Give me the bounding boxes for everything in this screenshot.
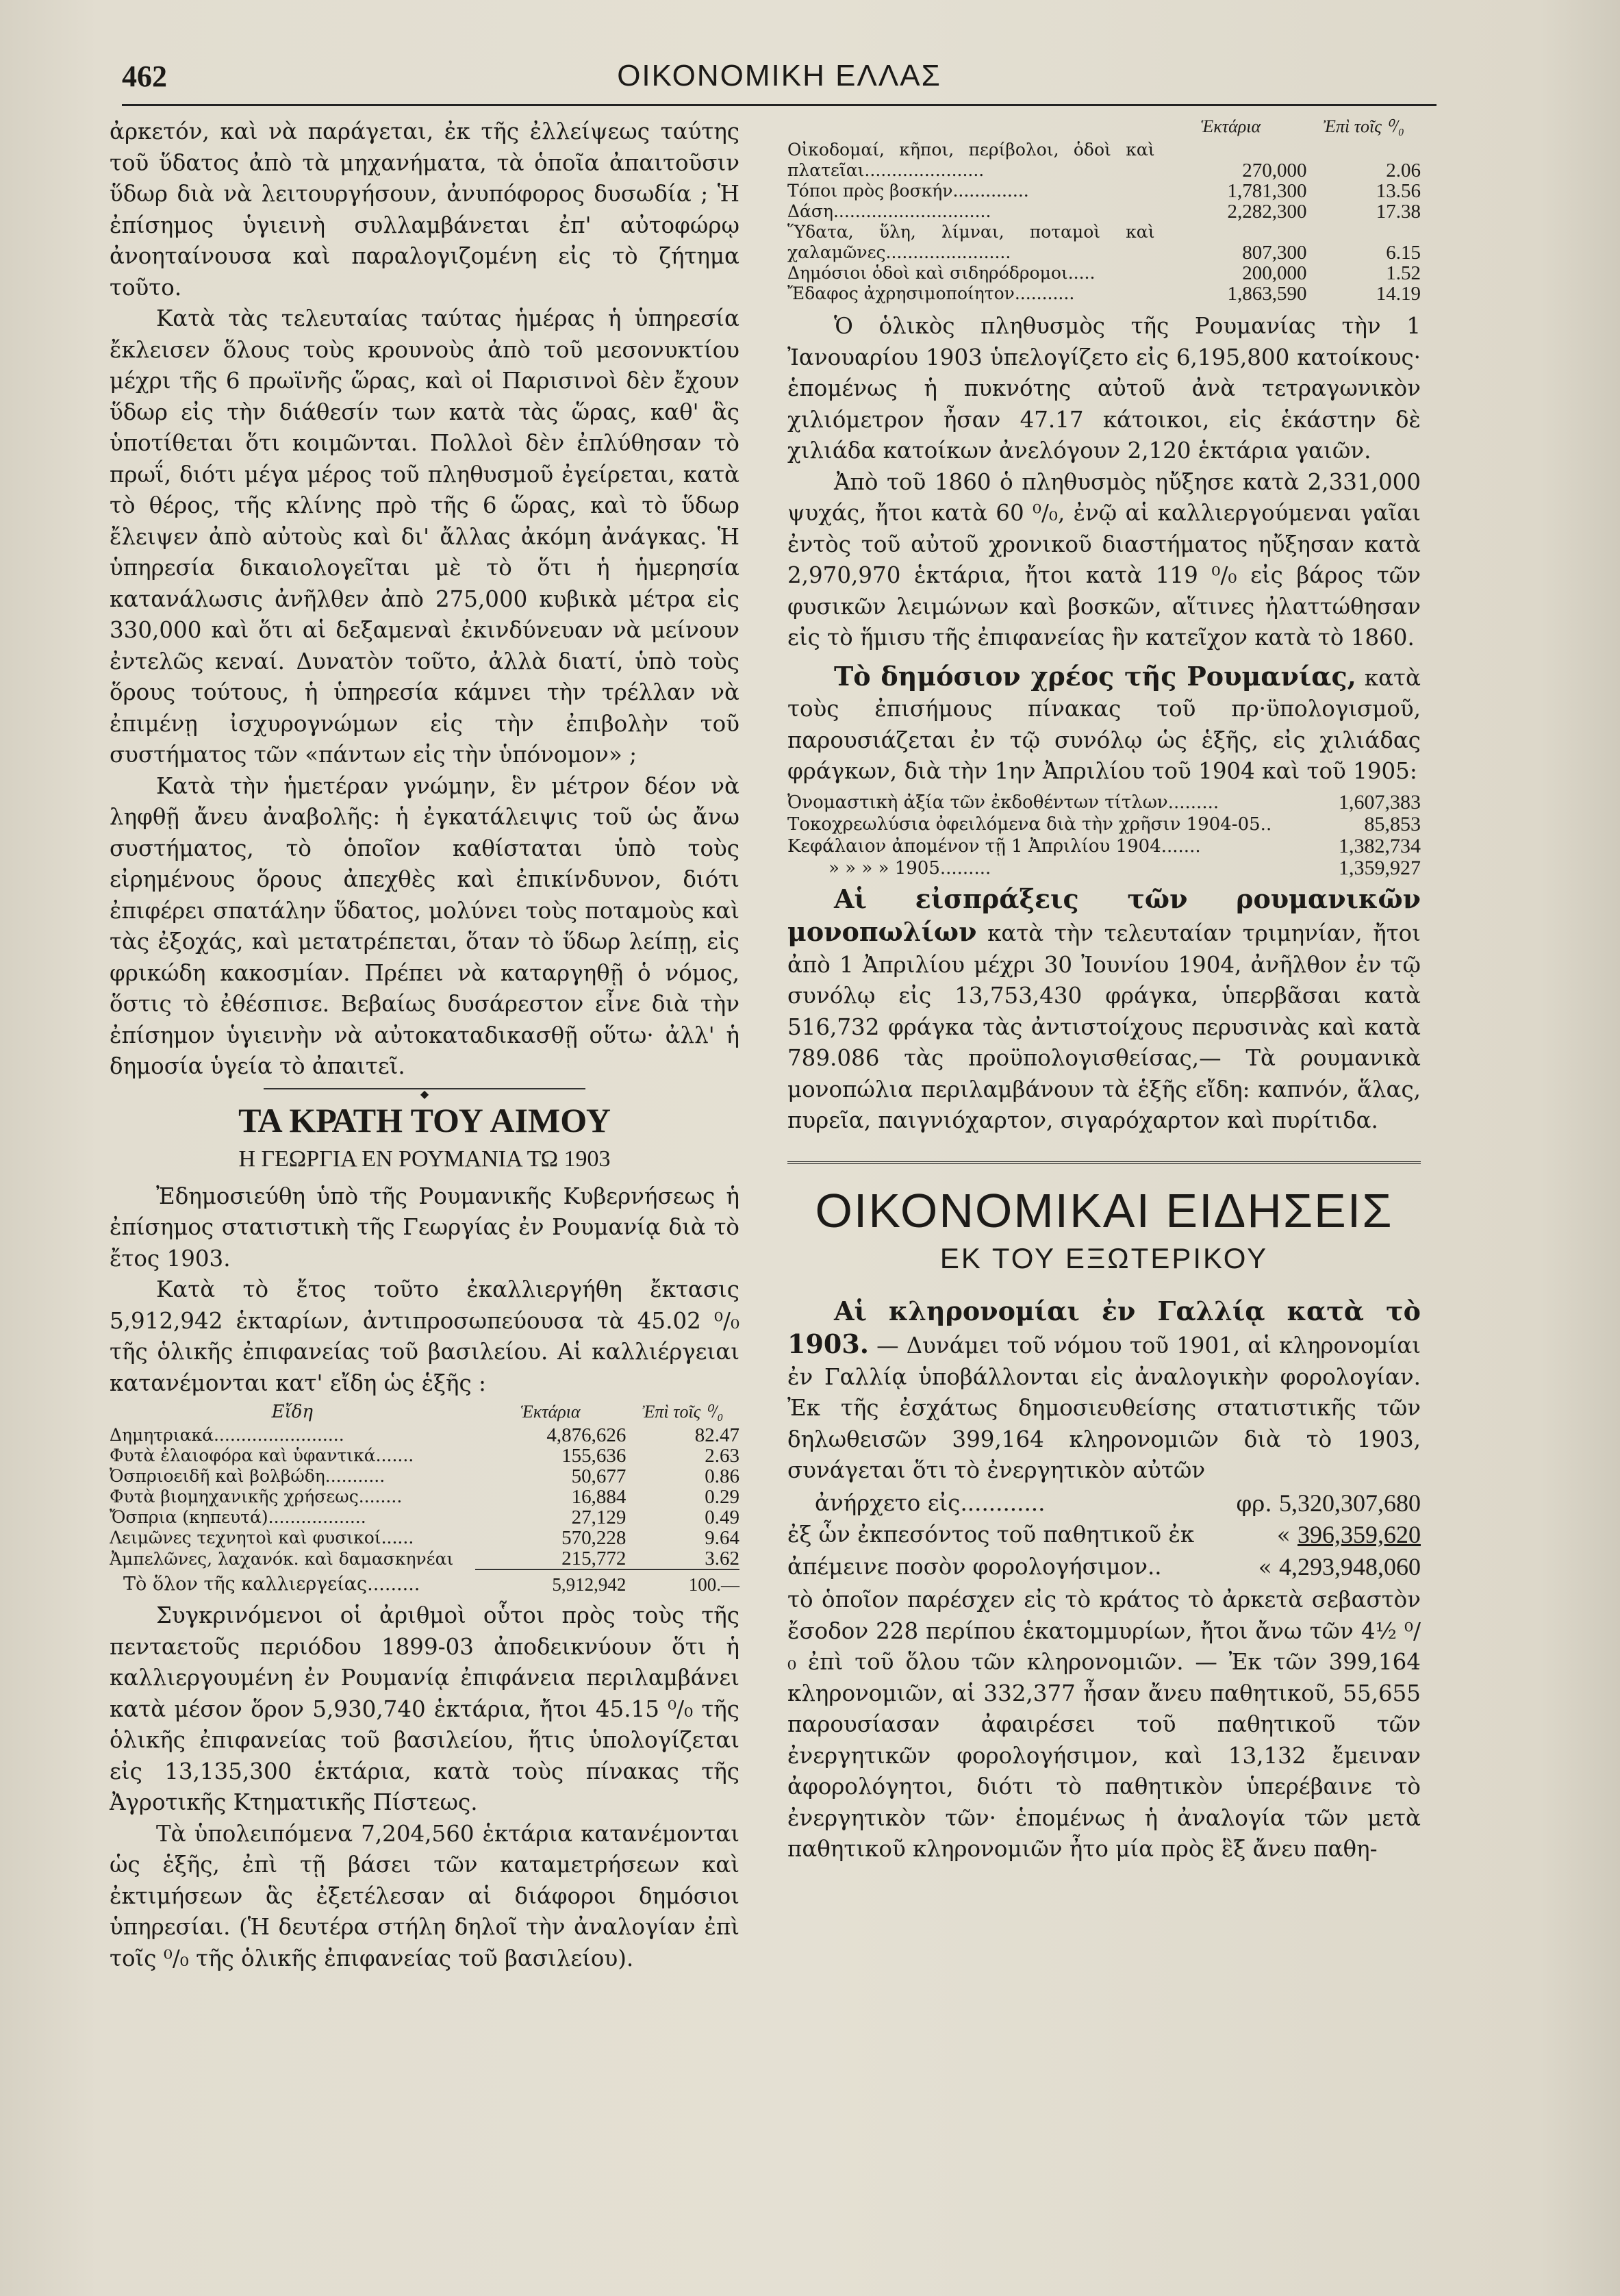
paragraph: Κατὰ τὴν ἡμετέραν γνώμην, ἓν μέτρον δέον νὰ ληφθῇ ἄνευ ἀναβολῆς: ἡ ἐγκατάλειψις τοῦ ὡς ἄνω συστήματος, τὸ ὁποῖον καθίσταται ὑπὸ τοὺς εἰρημένους ὅρους ἀπεχθὲς καὶ ἐπικίνδυνον, διότι ἐπιφέρει σπατάλην ὕδατος, μολύνει τοὺς ποταμοὺς καὶ τὰς ἐξοχάς, καὶ μετατρέπεται, ὅταν τὸ ὕδωρ λείπῃ, εἰς φρικώδη κακοσμίαν. Πρέπει νὰ καταργηθῇ ὁ νόμος, ὅστις τὸ ἐθέσπισε. Βεβαίως δυσάρεστον εἶνε διὰ τὴν ἐπίσημον ὑγιεινὴν νὰ αὐτοκαταδικασθῇ οὕτω· ἀλλ' ἡ δημοσία ὑγεία τὸ ἀπαιτεῖ.: [110, 772, 739, 1079]
row-hectares: 2,282,300: [1227, 201, 1307, 223]
page-header: [122, 59, 1437, 100]
row-label: » » » » 1905.........: [828, 857, 991, 879]
amount-currency: «: [1258, 1554, 1272, 1580]
paragraph: [787, 883, 1421, 1137]
news-section-title: ΟΙΚΟΝΟΜΙΚΑΙ ΕΙΔΗΣΕΙΣ: [815, 1183, 1393, 1237]
row-hectares: 1,863,590: [1227, 283, 1307, 305]
row-hectares: 4,876,626: [546, 1424, 627, 1446]
total-label: Τὸ ὅλον τῆς καλλιεργείας.........: [123, 1574, 420, 1595]
row-label: Τόποι πρὸς βοσκήν..............: [787, 181, 1029, 201]
table-row: [110, 1425, 739, 1446]
amounts-list: [787, 1488, 1421, 1584]
row-label: Δημόσιοι ὁδοὶ καὶ σιδηρόδρομοι.....: [787, 263, 1096, 283]
row-percent: 0.49: [705, 1506, 739, 1528]
column-header-blank: [787, 116, 1155, 140]
inheritance-heading: Αἱ κληρονομίαι ἐν Γαλλίᾳ κατὰ τὸ 1903.: [787, 1295, 1421, 1359]
table-row: [110, 1446, 739, 1466]
table-row: [110, 1466, 739, 1487]
table-row: [110, 1487, 739, 1507]
row-hectares: 215,772: [561, 1548, 627, 1569]
row-hectares: 570,228: [561, 1527, 627, 1549]
table-row: [110, 1507, 739, 1528]
monopolies-text: κατὰ τὴν τελευταίαν τριμηνίαν, ἤτοι ἀπὸ 1 Ἀπριλίου μέχρι 30 Ἰουνίου 1904, ἀνῆλθον ἐν τῷ συνόλῳ εἰς 13,753,430 φράγκα, ὑπερβᾶσαι κατὰ 516,732 φράγκα τὰς ἀντιστοίχους περυσινὰς καὶ κατὰ 789.086 τὰς προϋπολογισθείσας,— Τὰ ρουμανικὰ μονοπώλια περιλαμβάνουν τὰ ἑξῆς εἴδη: καπνόν, ἅλας, πυρεῖα, παιγνιόχαρτον, σιγαρόχαρτον καὶ πυρίτιδα.: [787, 920, 1421, 1133]
paragraph: Ἀπὸ τοῦ 1860 ὁ πληθυσμὸς ηὔξησε κατὰ 2,331,000 ψυχάς, ἤτοι κατὰ 60 ⁰/₀, ἐνῷ αἱ καλλιεργούμεναι γαῖαι ἐντὸς τοῦ αὐτοῦ χρονικοῦ διαστήματος ηὔξησαν κατὰ 2,970,970 ἑκτάρια, ἤτοι κατὰ 119 ⁰/₀ εἰς βάρος τῶν φυσικῶν λειμώνων καὶ βοσκῶν, αἵτινες ἠλαττώθησαν εἰς τὸ ἥμισυ τῆς ἐπιφανείας ἣν κατεῖχον κατὰ τὸ 1860.: [787, 468, 1421, 651]
table-row: [787, 857, 1421, 879]
row-label: Ὀνομαστικὴ ἀξία τῶν ἐκδοθέντων τίτλων.........: [787, 792, 1219, 813]
monopolies-heading: Αἱ εἰσπράξεις τῶν ρουμανικῶν μονοπωλίων: [787, 883, 1421, 947]
row-value: 85,853: [1364, 812, 1421, 835]
row-hectares: 807,300: [1242, 242, 1307, 264]
row-percent: 9.64: [705, 1527, 739, 1549]
table-row: [787, 263, 1421, 283]
row-percent: 1.52: [1386, 262, 1421, 284]
column-header: Ἑκτάρια: [1200, 116, 1261, 136]
amount-currency: «: [1276, 1522, 1291, 1548]
row-percent: 14.19: [1376, 283, 1421, 305]
column-header: Ἐπὶ τοῖς ⁰/₀: [1323, 116, 1404, 136]
row-label: Δάση.............................: [787, 201, 991, 221]
paragraph: [787, 661, 1421, 787]
page-number: 462: [122, 60, 167, 93]
table-row: [787, 222, 1421, 263]
row-percent: 13.56: [1376, 180, 1421, 202]
row-hectares: 27,129: [571, 1506, 627, 1528]
amount-label: ἐξ ὧν ἐκπεσόντος τοῦ παθητικοῦ ἐκ: [787, 1522, 1195, 1548]
paragraph: Τὰ ὑπολειπόμενα 7,204,560 ἑκτάρια κατανέμονται ὡς ἑξῆς, ἐπὶ τῇ βάσει τῶν καταμετρήσεων καὶ ἐκτιμήσεων ἃς ἐξετέλεσαν αἱ διάφοροι δημόσιοι ὑπηρεσίαι. (Ἡ δευτέρα στήλη δηλοῖ τὴν ἀναλογίαν ἐπὶ τοῖς ⁰/₀ τῆς ὁλικῆς ἐπιφανείας τοῦ βασιλείου).: [110, 1820, 739, 1971]
row-value: 1,607,383: [1339, 790, 1421, 813]
amount-currency: φρ.: [1236, 1490, 1272, 1517]
row-label: Δημητριακά........................: [110, 1425, 344, 1445]
table-row: [787, 181, 1421, 201]
paragraph: Ὁ ὁλικὸς πληθυσμὸς τῆς Ρουμανίας τὴν 1 Ἰανουαρίου 1903 ὑπελογίζετο εἰς 6,195,800 κατοίκους· ἑπομένως ἡ πυκνότης αὐτοῦ ἀνὰ τετραγωνικὸν χιλιόμετρον ἦσαν 47.17 κάτοικοι, εἰς ἑκάστην δὲ χιλιάδα κατοίκων ἀνελόγουν 2,120 ἑκτάρια γαιῶν.: [787, 313, 1421, 464]
amount-label: ἀνήρχετο εἰς............: [815, 1489, 1046, 1516]
paragraph: [787, 1296, 1421, 1487]
paragraph: Συγκρινόμενοι οἱ ἀριθμοὶ οὗτοι πρὸς τοὺς τῆς πενταετοῦς περιόδου 1899-03 ἀποδεικνύουν ὅτι ἡ καλλιεργουμένη ἐν Ρουμανίᾳ ἐπιφάνεια περιλαμβάνει κατὰ μέσον ὅρον 5,930,740 ἑκτάρια, ἤτοι 45.15 ⁰/₀ τῆς ὁλικῆς ἐπιφανείας τοῦ βασιλείου, ἥτις ὑπολογίζεται εἰς 13,135,300 ἑκτάρια, κατὰ τοὺς πίνακας τῆς Ἀγροτικῆς Κτηματικῆς Πίστεως.: [110, 1602, 739, 1815]
row-value: 1,359,927: [1339, 856, 1421, 879]
row-percent: 3.62: [705, 1548, 739, 1569]
row-percent: 0.29: [705, 1486, 739, 1508]
row-hectares: 16,884: [571, 1486, 627, 1508]
paragraph: Κατὰ τὸ ἔτος τοῦτο ἐκαλλιεργήθη ἔκτασις 5,912,942 ἑκταρίων, ἀντιπροσωπεύουσα τὰ 45.02 ⁰/₀ τῆς ὁλικῆς ἐπιφανείας τοῦ βασιλείου. Αἱ καλλιέργειαι κατανέμονται κατ' εἴδη ὡς ἑξῆς :: [110, 1276, 739, 1396]
row-label: Κεφάλαιον ἀπομένον τῇ 1 Ἀπριλίου 1904.......: [787, 835, 1201, 857]
paragraph: ἀρκετόν, καὶ νὰ παράγεται, ἐκ τῆς ἐλλείψεως ταύτης τοῦ ὕδατος ἀπὸ τὰ μηχανήματα, τὰ ὁποῖα ἀπαιτοῦσιν ὕδωρ διὰ νὰ λειτουργήσουν, ἀνυπόφορος δυσωδία ; Ἡ ἐπίσημος ὑγιεινὴ συλλαμβάνεται ἐπ' αὐτοφώρῳ ἀνοηταίνουσα καὶ παραλογιζομένη εἰς τὸ ζήτημα τοῦτο.: [110, 118, 739, 301]
amount-row: [787, 1519, 1421, 1552]
row-label: Ὕδατα, ὕλη, λίμναι, ποταμοὶ καὶ χαλαμῶνες.......................: [787, 222, 1155, 262]
row-label: Φυτὰ βιομηχανικῆς χρήσεως........: [110, 1487, 403, 1506]
amount-value: 4,293,948,060: [1279, 1552, 1421, 1580]
table-total-row: [110, 1569, 739, 1595]
table-row: [787, 835, 1421, 857]
table-row: [787, 201, 1421, 222]
left-column: [110, 116, 739, 1974]
section-rule: [787, 1161, 1421, 1170]
amount-row: [787, 1552, 1421, 1584]
table-header-row: [110, 1402, 739, 1425]
row-label: Οἰκοδομαί, κῆποι, περίβολοι, ὁδοὶ καὶ πλατεῖαι......................: [787, 140, 1155, 180]
column-header: Εἴδη: [271, 1402, 313, 1422]
row-percent: 2.63: [705, 1445, 739, 1467]
row-label: Ὄσπρια (κηπευτά)..................: [110, 1507, 366, 1527]
table-row: [110, 1528, 739, 1548]
row-hectares: 50,677: [571, 1465, 627, 1487]
paragraph: τὸ ὁποῖον παρέσχεν εἰς τὸ κράτος τὸ ἀρκετὰ σεβαστὸν ἔσοδον 228 περίπου ἑκατομμυρίων, ἤτοι ἄνω τῶν 4½ ⁰/₀ ἐπὶ τοῦ ὅλου τῶν κληρονομιῶν. — Ἐκ τῶν 399,164 κληρονομιῶν, αἱ 332,377 ἦσαν ἄνευ παθητικοῦ, 55,655 παρουσίασαν ἀφαιρέσει τοῦ παθητικοῦ τῶν ἐνεργητικῶν φορολογήσιμον, καὶ 13,132 ἔμειναν ἀφορολόγητοι, διότι τὸ παθητικὸν ὑπερέβαινε τὸ ἐνεργητικὸν τῶν· ἑπομένως ἡ ἀναλογία τῶν μετὰ παθητικοῦ κληρονομιῶν ἦτο μία πρὸς ἓξ ἄνευ παθη-: [787, 1587, 1421, 1862]
row-label: Ὀσπριοειδῆ καὶ βολβώδη...........: [110, 1466, 385, 1486]
row-hectares: 200,000: [1242, 262, 1307, 284]
row-value: 1,382,734: [1339, 834, 1421, 857]
right-column: [787, 116, 1421, 1865]
row-hectares: 155,636: [561, 1445, 627, 1467]
section-subtitle: Η ΓΕΩΡΓΙΑ ΕΝ ΡΟΥΜΑΝΙΑ ΤΩ 1903: [238, 1146, 611, 1172]
debt-heading: Τὸ δημόσιον χρέος τῆς Ρουμανίας,: [834, 660, 1356, 692]
debt-text: κατὰ τοὺς ἐπισήμους πίνακας τοῦ πρ·ϋπολογισμοῦ, παρουσιάζεται ἐν τῷ συνόλῳ ὡς ἑξῆς, εἰς χιλιάδας φράγκων, διὰ τὴν 1ην Ἀπριλίου τοῦ 1904 καὶ τοῦ 1905:: [787, 664, 1421, 784]
total-percent: 100.—: [626, 1569, 739, 1595]
total-hectares: 5,912,942: [475, 1569, 627, 1595]
row-percent: 2.06: [1386, 160, 1421, 181]
row-label: Τοκοχρεωλύσια ὀφειλόμενα διὰ τὴν χρῆσιν 1904-05..: [787, 813, 1272, 835]
row-label: Λειμῶνες τεχνητοὶ καὶ φυσικοί......: [110, 1528, 414, 1548]
table-header-row: [787, 116, 1421, 140]
row-percent: 6.15: [1386, 242, 1421, 264]
table-row: [787, 792, 1421, 813]
amount-row: [787, 1488, 1421, 1520]
table-row: [787, 283, 1421, 304]
crops-table: [110, 1402, 739, 1595]
news-section-subtitle: ΕΚ ΤΟΥ ΕΞΩΤΕΡΙΚΟΥ: [939, 1241, 1269, 1274]
inheritance-text: — Δυνάμει τοῦ νόμου τοῦ 1901, αἱ κληρονομίαι ἐν Γαλλίᾳ ὑποβάλλονται εἰς ἀναλογικὴν φορολογίαν. Ἐκ τῆς ἐσχάτως δημοσιευθείσης στατιστικῆς τῶν δηλωθεισῶν 399,164 κληρονομιῶν διὰ τὸ 1903, συνάγεται ὅτι τὸ ἐνεργητικὸν αὐτῶν: [787, 1333, 1421, 1483]
row-percent: 17.38: [1376, 201, 1421, 223]
amount-label: ἀπέμεινε ποσὸν φορολογήσιμον..: [787, 1553, 1162, 1580]
row-hectares: 270,000: [1242, 160, 1307, 181]
row-hectares: 1,781,300: [1227, 180, 1307, 202]
header-rule: [122, 104, 1437, 106]
row-label: Ἔδαφος ἀχρησιμοποίητον...........: [787, 283, 1075, 303]
section-divider: [264, 1088, 585, 1094]
land-use-table: [787, 116, 1421, 304]
row-label: Ἀμπελῶνες, λαχανόκ. καὶ δαμασκηνέαι: [110, 1549, 454, 1569]
paragraph: Ἐδημοσιεύθη ὑπὸ τῆς Ρουμανικῆς Κυβερνήσεως ἡ ἐπίσημος στατιστικὴ τῆς Γεωργίας ἐν Ρουμανίᾳ διὰ τὸ ἔτος 1903.: [110, 1183, 739, 1272]
running-title: ΟΙΚΟΝΟΜΙΚΗ ΕΛΛΑΣ: [617, 59, 941, 92]
table-row: [110, 1548, 739, 1569]
paragraph: Κατὰ τὰς τελευταίας ταύτας ἡμέρας ἡ ὑπηρεσία ἔκλεισεν ὅλους τοὺς κρουνοὺς ἀπὸ τοῦ μεσονυκτίου μέχρι τῆς 6 πρωϊνῆς ὥρας, καὶ οἱ Παρισινοὶ δὲν ἔχουν ὕδωρ εἰς τὴν διάθεσίν των κατὰ τὰς ὥρας, καθ' ἃς ὑποτίθεται ὅτι κοιμῶνται. Πολλοὶ δὲν ἐπλύθησαν τὸ πρωΐ, διότι μέγα μέρος τοῦ πληθυσμοῦ ἐγείρεται, κατὰ τὸ θέρος, τῆς κλίνης πρὸ τῆς 6 ὥρας, καὶ τὸ ὕδωρ ἔλειψεν ἀπὸ αὐτοὺς καὶ δι' ἄλλας ἀκόμη ἀνάγκας. Ἡ ὑπηρεσία δικαιολογεῖται μὲ τὸ ὅτι ἡ ἡμερησία κατανάλωσις ἀνῆλθεν ἀπὸ 275,000 κυβικὰ μέτρα εἰς 330,000 καὶ ὅτι αἱ δεξαμεναὶ ἐκινδύνευαν νὰ μείνουν ἐντελῶς κεναί. Δυνατὸν τοῦτο, ἀλλὰ διατί, ὑπὸ τοὺς ὅρους τούτους, ἡ ὑπηρεσία κάμνει τὴν τρέλλαν νὰ ἐπιμένῃ ἰσχυρογνώμων εἰς τὴν ἐπιβολὴν τοῦ συστήματος τῶν «πάντων εἰς τὴν ὑπόνομον» ;: [110, 305, 739, 768]
column-header: Ἐπὶ τοῖς ⁰/₀: [642, 1402, 724, 1422]
row-percent: 0.86: [705, 1465, 739, 1487]
row-label: Φυτὰ ἐλαιοφόρα καὶ ὑφαντικά.......: [110, 1446, 414, 1465]
table-row: [787, 140, 1421, 181]
section-title: ΤΑ ΚΡΑΤΗ ΤΟΥ ΑΙΜΟΥ: [238, 1100, 611, 1139]
amount-value: 396,359,620: [1298, 1521, 1421, 1548]
table-row: [787, 813, 1421, 835]
debt-table: [787, 792, 1421, 879]
column-header: Ἑκτάρια: [520, 1402, 581, 1422]
row-percent: 82.47: [694, 1424, 739, 1446]
amount-value: 5,320,307,680: [1279, 1489, 1421, 1517]
